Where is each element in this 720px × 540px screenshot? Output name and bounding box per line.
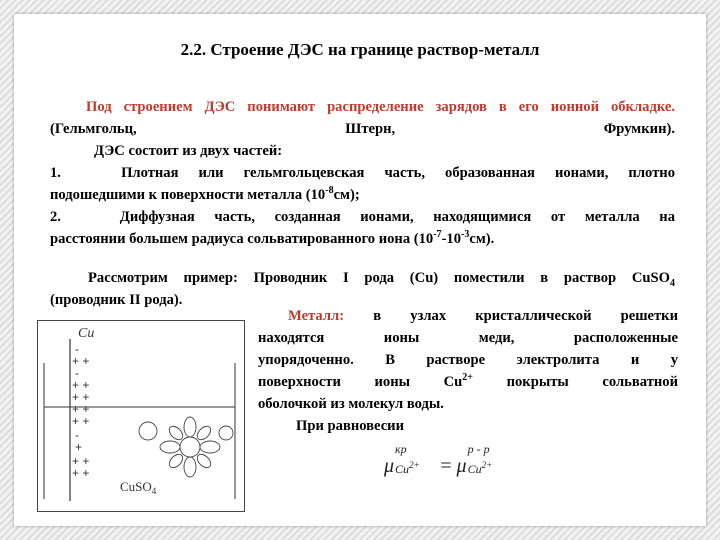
charge-4: + + [72, 378, 90, 392]
cu-label: Cu [78, 326, 95, 341]
item-2-text-cont: расстоянии большем радиуса сольватированного иона (10 [50, 231, 434, 247]
charge-column [72, 342, 89, 480]
metal-text-4b: покрыты сольватной [472, 374, 678, 390]
item-2-exponent-1: -7 [433, 229, 442, 241]
charge-8: - [75, 428, 79, 442]
metal-line-6: При равновесии [296, 418, 404, 434]
metal-text-4: поверхности ионы Cu [258, 374, 463, 390]
authors-text: (Гельмгольц, Штерн, Фрумкин). [50, 121, 675, 137]
charge-9: + [75, 440, 83, 454]
parts-heading: ДЭС состоит из двух частей: [94, 143, 283, 159]
charge-11: + + [72, 466, 90, 480]
page-title: 2.2. Строение ДЭС на границе раствор-металл [180, 40, 540, 59]
metal-line-2: находятся ионы меди, расположенные [258, 330, 678, 346]
item-2-line-2 [50, 228, 675, 250]
metal-line-5: оболочкой из молекул воды. [258, 396, 444, 412]
item-1-number: 1. [50, 165, 61, 181]
equals-sign: = [439, 455, 453, 477]
item-1-text: Плотная или гельмгольцевская часть, образованная ионами, плотно [121, 165, 675, 181]
charge-1: - [75, 342, 79, 356]
item-1-exponent: -8 [325, 185, 334, 197]
metal-label: Металл: [288, 308, 345, 324]
item-2-line-1 [50, 206, 675, 228]
definition-text: Под строением ДЭС понимают распределение зарядов в его ионной обкладке. [86, 99, 675, 115]
charge-2: + + [72, 354, 90, 368]
metal-line-3: упорядоченно. В растворе электролита и у [258, 352, 678, 368]
mu-left-indices [394, 442, 430, 476]
mu-left-sup: кр [395, 442, 407, 456]
mu-left-sub: $Cu^{2+}$ [395, 460, 420, 476]
mu-left: μ [384, 455, 395, 477]
example-line-1 [50, 267, 675, 289]
mu-right-sub: $Cu^{2+}$ [467, 460, 493, 476]
electrode-drawing [38, 321, 244, 511]
charge-5: + + [72, 390, 90, 404]
item-1-text-cont: подошедшими к поверхности металла (10 [50, 187, 326, 203]
charge-7: + + [72, 414, 90, 428]
charge-10: + + [72, 454, 90, 468]
metal-charge: 2+ [462, 372, 473, 384]
electrode-diagram [37, 320, 245, 512]
example-line-2: (проводник II рода). [50, 292, 183, 308]
metal-text-1: в узлах кристаллической решетки [344, 308, 678, 324]
example-subscript: 4 [670, 277, 675, 289]
item-2-range: -10 [441, 231, 462, 247]
intro-line-1 [50, 96, 675, 140]
equilibrium-formula [384, 442, 507, 478]
charge-6: + + [72, 402, 90, 416]
item-1-line-1 [50, 162, 675, 184]
item-1-unit: см); [333, 187, 360, 203]
example-text: Рассмотрим пример: Проводник I рода (Cu) поместили в раствор CuSO [88, 270, 670, 286]
metal-line-1 [258, 305, 678, 327]
item-2-exponent-2: -3 [461, 229, 470, 241]
mu-right-sup: p - p [467, 442, 490, 456]
solution-label: CuSO$_4$ [120, 479, 157, 496]
mu-right: μ [456, 455, 467, 477]
item-1-line-2 [50, 184, 675, 206]
metal-line-4 [258, 371, 678, 393]
charge-3: - [75, 366, 79, 380]
item-2-unit: см). [469, 231, 495, 247]
mu-right-indices [467, 442, 507, 476]
item-2-number: 2. [50, 209, 61, 225]
item-2-text: Диффузная часть, созданная ионами, находящимися от металла на [119, 209, 675, 225]
solvated-ion [139, 417, 233, 477]
